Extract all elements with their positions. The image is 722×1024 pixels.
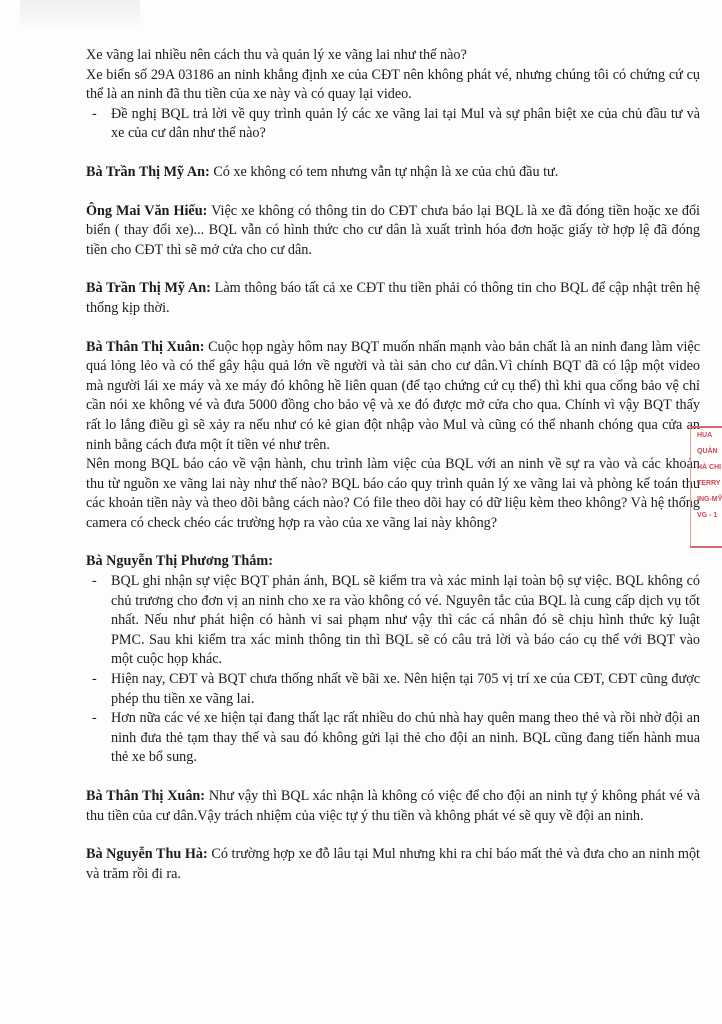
document-body xyxy=(86,46,700,884)
speaker-name: Bà Trần Thị Mỹ An: xyxy=(86,280,211,297)
statement-text: Có trường hợp xe đỗ lâu tại Mul nhưng khi ra chỉ báo mất thẻ và đưa cho an ninh một và trăm rồi đi ra. xyxy=(86,846,700,882)
paragraph-spacer xyxy=(86,260,700,279)
speaker-name: Bà Trần Thị Mỹ An: xyxy=(86,163,210,180)
paragraph-spacer xyxy=(86,768,700,787)
stamp-text: TERRY xyxy=(697,480,721,487)
stamp-text: ING-MỸ xyxy=(697,496,722,503)
speaker-name: Bà Nguyễn Thu Hà: xyxy=(86,846,208,863)
speaker-name: Bà Thân Thị Xuân: xyxy=(86,338,205,355)
speaker-name: Bà Thân Thị Xuân: xyxy=(86,788,206,804)
list-item: - Hiện nay, CĐT và BQT chưa thống nhất về bãi xe. Nên hiện tại 705 vị trí xe của CĐT, CĐT cũng được phép thu tiền xe vãng lai. xyxy=(86,670,700,709)
speaker-statement xyxy=(86,787,700,826)
statement-text: Có xe không có tem nhưng vẫn tự nhận là xe của chủ đầu tư. xyxy=(209,163,559,180)
paragraph-spacer xyxy=(86,319,700,338)
scan-smudge xyxy=(20,0,140,30)
speaker-statement xyxy=(86,845,700,884)
statement-text: Như vậy thì BQL xác nhận là không có việc để cho đội an ninh tự ý không phát vé và thu tiền của cư dân.Vậy trách nhiệm của việc tự ý thu tiền và không phát vé sẽ quy về đội an ninh. xyxy=(86,788,700,824)
speaker-name: Ông Mai Văn Hiếu: xyxy=(86,202,208,219)
list-item: - Đề nghị BQL trả lời về quy trình quản lý các xe vãng lai tại Mul và sự phân biệt xe của chủ đầu tư và xe của cư dân như thế nào? xyxy=(86,105,700,144)
stamp-text: HÀ CHI xyxy=(697,464,722,471)
dash-list xyxy=(86,105,700,144)
paragraph-spacer xyxy=(86,183,700,202)
paragraph: Xe biển số 29A 03186 an ninh khẳng định xe của CĐT nên không phát vé, nhưng chúng tôi có chứng cứ cụ thể là an ninh đã thu tiền của xe này và có quay lại video. xyxy=(86,66,700,103)
stamp-text: HUA xyxy=(697,432,713,439)
speaker-statement xyxy=(86,279,700,318)
speaker-statement xyxy=(86,202,700,261)
paragraph-spacer xyxy=(86,533,700,552)
speaker-statement xyxy=(86,163,700,183)
speaker-statement xyxy=(86,338,700,456)
paragraph: Nên mong BQL báo cáo về vận hành, chu trình làm việc của BQL với an ninh về sự ra vào và các khoản thu từ nguồn xe vãng lai này như thế nào? BQL báo cáo quy trình quản lý xe vãng lai và phòng kế toán thu các khoản tiền này và theo dõi bằng cách nào? Có file theo dõi hay có dữ liệu kèm theo không? Và hệ thống camera có check chéo các trường hợp ra vào của xe vãng lai này không? xyxy=(86,456,700,531)
stamp-text: QUẢN xyxy=(697,448,718,455)
paragraph: Xe vãng lai nhiều nên cách thu và quản lý xe vãng lai như thế nào? xyxy=(86,47,467,63)
statement-text: Làm thông báo tất cả xe CĐT thu tiền phải có thông tin cho BQL để cập nhật trên hệ thống kịp thời. xyxy=(86,280,700,316)
dash-list xyxy=(86,572,700,768)
list-item: - Hơn nữa các vé xe hiện tại đang thất lạc rất nhiều do chủ nhà hay quên mang theo thẻ và rồi nhờ đội an ninh đưa thẻ tạm thay thế và sau đó không gửi lại thẻ cho đội an ninh. BQL cũng đang tiến hành mua thẻ xe bổ sung. xyxy=(86,709,700,768)
statement-text: Việc xe không có thông tin do CĐT chưa báo lại BQL là xe đã đóng tiền hoặc xe đổi biển ( thay đổi xe)... BQL vẫn có hình thức cho cư dân là xuất trình hóa đơn hoặc giấy tờ hợp lệ đã đóng tiền cho CĐT thì sẽ mở cửa cho cư dân. xyxy=(86,202,701,258)
list-item: - BQL ghi nhận sự việc BQT phản ánh, BQL sẽ kiểm tra và xác minh lại toàn bộ sự việc. BQL không có chủ trương cho đơn vị an ninh cho xe ra vào không có vé. Nguyên tắc của BQL là cung cấp dịch vụ tốt nhất. Nếu như phát hiện có hành vi sai phạm như vậy thì các cá nhân đó sẽ chịu hình thức kỷ luật PMC. Sau khi kiểm tra xác minh thông tin thì BQL sẽ có câu trả lời và báo cáo cụ thể với BQT vào một cuộc họp khác. xyxy=(86,572,700,670)
stamp-text: VG - 1 xyxy=(697,512,718,519)
red-seal-stamp xyxy=(690,426,722,548)
paragraph-spacer xyxy=(86,144,700,163)
speaker-heading: Bà Nguyễn Thị Phương Thắm: xyxy=(86,553,273,570)
statement-text: Cuộc họp ngày hôm nay BQT muốn nhấn mạnh vào bản chất là an ninh đang làm việc quá lỏng lẻo và có thể gây hậu quả lớn về người và tài sản cho cư dân.Vì chính BQT đã có lập một video mà người lái xe máy và xe máy đó không hề liên quan (để tạo chứng cứ cụ thể) thì khi qua cổng bảo vệ chỉ cần nói xe không vé và đưa 5000 đồng cho bảo vệ và xe đó được mở cửa cho qua. Chính vì vậy BQT thấy rất lo lắng điều gì sẽ xảy ra nếu như có kẻ gian đột nhập vào Mul và cũng có thể nhanh chóng qua cửa an ninh bằng cách đưa một ít tiền vé như trên. xyxy=(86,338,700,453)
paragraph-spacer xyxy=(86,826,700,845)
